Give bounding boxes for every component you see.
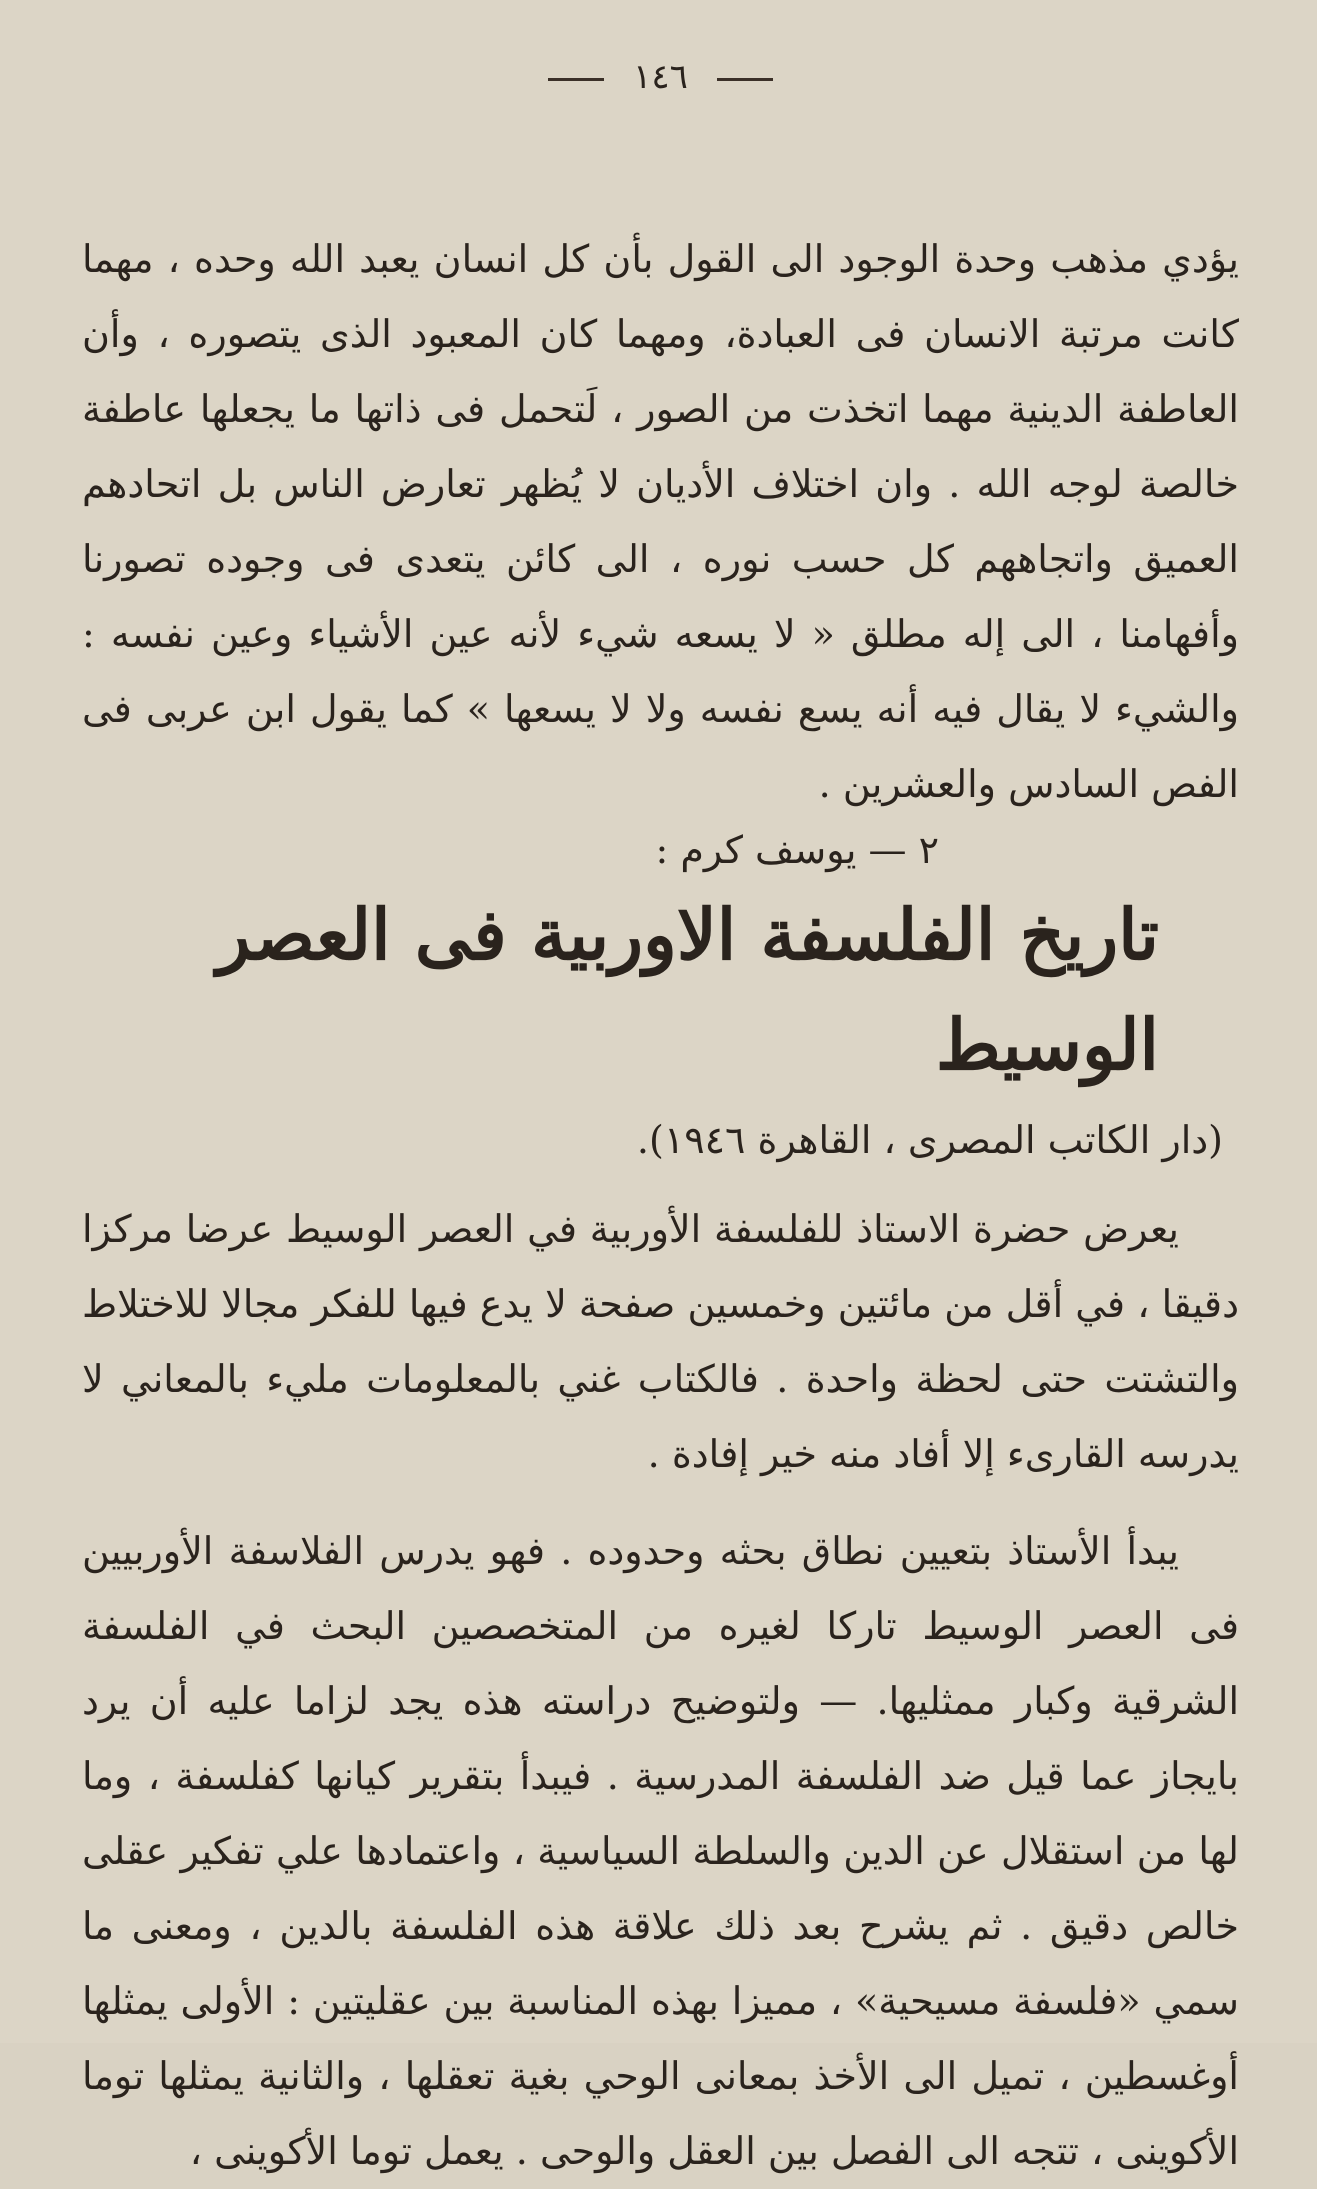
publisher-info: (دار الكاتب المصرى ، القاهرة ١٩٤٦). xyxy=(636,1118,1223,1162)
paragraph-wahdat-al-wujud: يؤدي مذهب وحدة الوجود الى القول بأن كل انسان يعبد الله وحده ، مهما كانت مرتبة الانسان فى العبادة، ومهما كان المعبود الذى يتصوره ، وأن العاطفة الدينية مهما اتخذت من الصور ، لَتحمل فى ذاتها ما يجعلها عاطفة خالصة لوجه الله . وان اختلاف الأديان لا يُظهر تعارض الناس بل اتحادهم العميق واتجاههم كل حسب نوره ، الى كائن يتعدى فى وجوده تصورنا وأفهامنا ، الى إله مطلق « لا يسعه شيء لأنه عين الأشياء وعين نفسه : والشيء لا يقال فيه أنه يسع نفسه ولا لا يسعها » كما يقول ابن عربى فى الفص السادس والعشرين . xyxy=(82,237,1239,806)
page-number-dash-right xyxy=(717,78,773,81)
paragraph-review-intro: يعرض حضرة الاستاذ للفلسفة الأوربية في العصر الوسيط عرضا مركزا دقيقا ، في أقل من مائتين وخمسين صفحة لا يدع فيها للفكر مجالا للاختلاط والتشتت حتى لحظة واحدة . فالكتاب غني بالمعلومات مليء بالمعاني لا يدرسه القارىء إلا أفاد منه خير إفادة . xyxy=(82,1207,1239,1476)
reviewed-book-title: تاريخ الفلسفة الاوربية فى العصر الوسيط xyxy=(216,893,1159,1086)
page-number-dash-left xyxy=(548,78,604,81)
paragraph-review-body: يبدأ الأستاذ بتعيين نطاق بحثه وحدوده . فهو يدرس الفلاسفة الأوربيين فى العصر الوسيط تاركا لغيره من المتخصصين البحث في الفلسفة الشرقية وكبار ممثليها. — ولتوضيح دراسته هذه يجد لزاما عليه أن يرد بايجاز عما قيل ضد الفلسفة المدرسية . فيبدأ بتقرير كيانها كفلسفة ، وما لها من استقلال عن الدين والسلطة السياسية ، واعتمادها علي تفكير عقلى خالص دقيق . ثم يشرح بعد ذلك علاقة هذه الفلسفة بالدين ، ومعنى ما سمي «فلسفة مسيحية» ، مميزا بهذه المناسبة بين عقليتين : الأولى يمثلها أوغسطين ، تميل الى الأخذ بمعانى الوحي بغية تعقلها ، والثانية يمثلها توما الأكوينى ، تتجه الى الفصل بين العقل والوحى . يعمل توما الأكوينى ، xyxy=(82,1529,1240,2173)
page-number: ١٤٦ xyxy=(633,57,688,97)
review-item-number-author: ٢ — يوسف كرم : xyxy=(655,828,939,872)
page-number-header xyxy=(82,52,1239,102)
paragraph-gap xyxy=(82,1492,1239,1514)
